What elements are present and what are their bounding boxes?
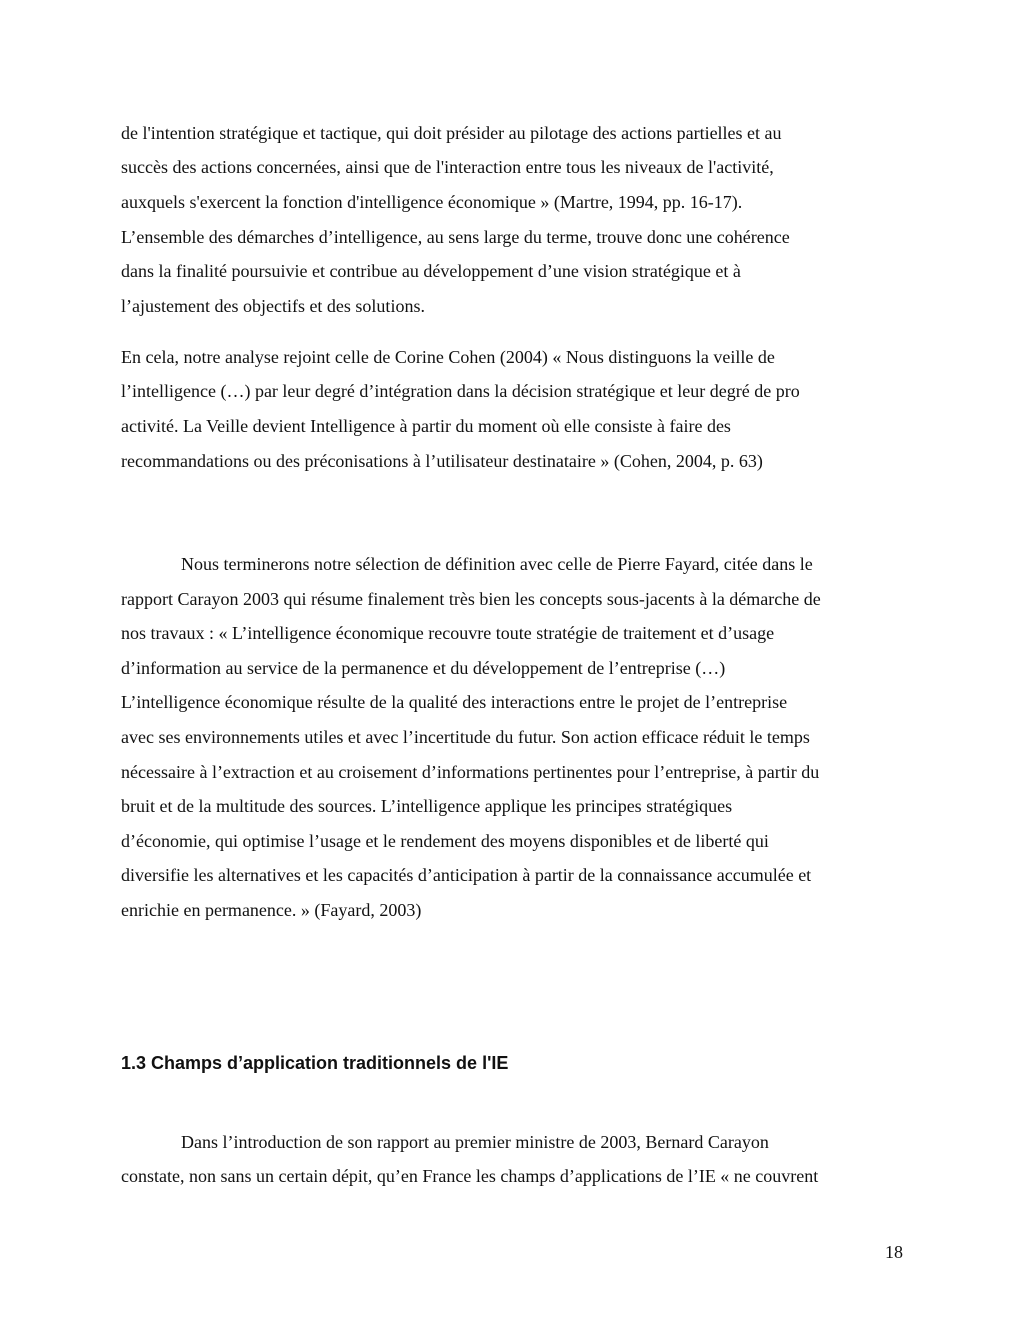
body-text-line: dans la finalité poursuivie et contribue au développement d’une vision stratégique et à — [121, 261, 741, 281]
body-text-line: En cela, notre analyse rejoint celle de Corine Cohen (2004) « Nous distinguons la veille de — [121, 347, 775, 367]
section-heading: 1.3 Champs d’application traditionnels de l'IE — [121, 1053, 509, 1073]
body-text-line: rapport Carayon 2003 qui résume finalement très bien les concepts sous-jacents à la démarche de — [121, 589, 821, 609]
body-text-line: d’information au service de la permanence et du développement de l’entreprise (…) — [121, 658, 726, 678]
body-text-line: succès des actions concernées, ainsi que de l'interaction entre tous les niveaux de l'activité, — [121, 157, 774, 177]
page-number: 18 — [885, 1242, 903, 1262]
body-text-line: de l'intention stratégique et tactique, qui doit présider au pilotage des actions partielles et au — [121, 123, 782, 143]
body-text-line: diversifie les alternatives et les capacités d’anticipation à partir de la connaissance accumulée et — [121, 865, 812, 885]
body-text-line: d’économie, qui optimise l’usage et le rendement des moyens disponibles et de liberté qui — [121, 831, 769, 851]
body-text-line: Nous terminerons notre sélection de définition avec celle de Pierre Fayard, citée dans le — [181, 554, 813, 574]
body-text-line: auxquels s'exercent la fonction d'intelligence économique » (Martre, 1994, pp. 16-17). — [121, 192, 743, 212]
body-text-line: bruit et de la multitude des sources. L’intelligence applique les principes stratégiques — [121, 796, 733, 816]
body-text-line: nécessaire à l’extraction et au croisement d’informations pertinentes pour l’entreprise, à partir du — [121, 762, 820, 782]
body-text-line: enrichie en permanence. » (Fayard, 2003) — [121, 900, 422, 920]
body-text-line: activité. La Veille devient Intelligence à partir du moment où elle consiste à faire des — [121, 416, 731, 436]
body-text-line: nos travaux : « L’intelligence économique recouvre toute stratégie de traitement et d’usage — [121, 623, 775, 643]
body-text-line: L’ensemble des démarches d’intelligence, au sens large du terme, trouve donc une cohérence — [121, 227, 790, 247]
body-text-line: Dans l’introduction de son rapport au premier ministre de 2003, Bernard Carayon — [181, 1132, 769, 1152]
body-text-line: recommandations ou des préconisations à l’utilisateur destinataire » (Cohen, 2004, p. 63) — [121, 451, 763, 471]
body-text-line: avec ses environnements utiles et avec l’incertitude du futur. Son action efficace réduit le temps — [121, 727, 810, 747]
body-text-line: L’intelligence économique résulte de la qualité des interactions entre le projet de l’entreprise — [121, 692, 788, 712]
body-text-line: l’ajustement des objectifs et des solutions. — [121, 296, 425, 316]
body-text-line: l’intelligence (…) par leur degré d’intégration dans la décision stratégique et leur degré de pro — [121, 381, 800, 401]
body-text-line: constate, non sans un certain dépit, qu’en France les champs d’applications de l’IE « ne couvrent — [121, 1166, 819, 1186]
